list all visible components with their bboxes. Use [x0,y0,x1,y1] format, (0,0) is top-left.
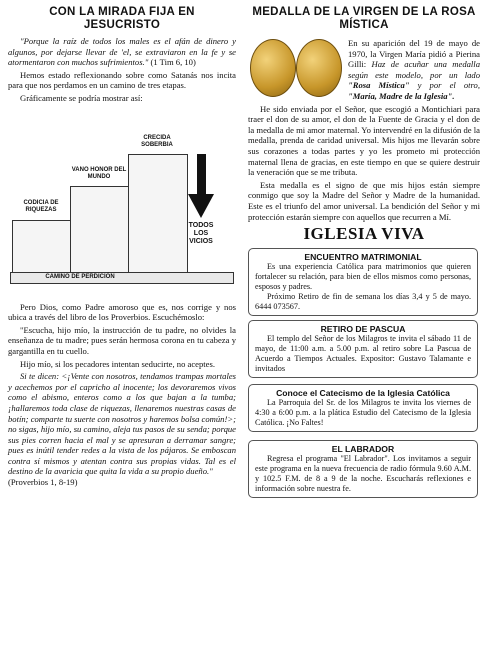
step-2-label: VANO HONOR DEL MUNDO [71,166,127,180]
medal-intro [248,38,480,102]
card-body: El templo del Señor de los Milagros te invita el sábado 11 de mayo, de 11:00 a.m. a 5.00 p.m. al retiro sobre La Pascua de Acuerdo a Tiempos Actuales. Expositor: Gustavo Talamante e invitados [255,334,471,374]
step-1-block [12,220,72,274]
step-2-block [70,186,130,274]
opening-quote: "Porque la raíz de todos los males es el afán de dinero y algunos, por dejarse llevar de 'el, se extraviaron en la fe y se atormentaron con muchos sufrimientos." (1 Tim 6, 10) [8,36,236,68]
paragraph-5: Hijo mío, si los pecadores intentan seducirte, no aceptes. [20,358,215,369]
card-body: Es una experiencia Católica para matrimonios que quieren fortalecer su relación, para bien de ellos mismos como personas, esposos y padres. [255,262,471,292]
paragraph-6: Si te dicen: <¡Vente con nosotros, tendamos trampas mortales y acechemos por el capricho al inocente; los devoraremos vivos como el abismo, enteros como a los que bajan a la tumba; ¡hallaremos toda clase de riquezas, llenaremos nuestras casas de botín; comparte tu suerte con nosotros y haremos bolsa común!>; no sigas, hijo mío, su camino, aleja tus pasos de su senda; porque sus pies corren hacia el mal y se apresuran a derramar sangre; pues es inútil tender redes a la vista de los pájaros. Se emboscan contra sí mismos y atentan contra sus propias vidas. Tal es el destino de la avaricia que quita la vida a su propio dueño." (Proverbios 1, 8-19) [8,371,236,488]
step-3-label: CRECIDA SOBERBIA [141,134,173,148]
left-column [8,6,236,488]
right-column [248,6,481,494]
medal-front-image [250,39,296,97]
card-body: Regresa el programa "El Labrador". Los invitamos a seguir este programa en la nueva frecuencia de radio fórmula 9.60 A.M. y 102.5 F.M. de 8 a 9 de la noche. Escucharás reflexiones e información sobre nuestra fe. [255,454,471,494]
card-title: ENCUENTRO MATRIMONIAL [304,252,422,263]
step-1-label: CODICIA DE RIQUEZAS [23,199,59,213]
right-title: MEDALLA DE LA VIRGEN DE LA ROSA MÍSTICA [252,6,476,31]
card-title: Conoce el Catecismo de la Iglesia Católica [276,388,450,399]
step-3-block [128,154,188,274]
card-title: RETIRO DE PASCUA [320,324,406,335]
card-body-2: Próximo Retiro de fin de semana los días 3,4 y 5 de mayo. 6444 073567. [255,292,471,312]
card-catecismo [248,384,478,432]
medal-paragraph-1: He sido enviada por el Señor, que escogió a Montichiari para traer el don de su amor, el don de la Fuente de Gracia y el don de la medalla de mi amor maternal. Yo intervendré en la difusión de la medalla, prenda de caridad universal. Mis hijos me llevarán sobre sus corazones a todas partes y yo les prometo mi protección maternal llena de gracias, en este tiempo en que se quiere destruir la veneración que se me tributa. [248,103,480,178]
arrow-label: TODOS LOS VICIOS [188,221,214,245]
card-labrador [248,440,478,498]
left-title: CON LA MIRADA FIJA EN JESUCRISTO [49,6,195,31]
path-label: CAMINO DE PERDICIÓN [45,273,115,280]
card-encuentro [248,248,478,316]
card-body: La Parroquia del Sr. de los Milagros te invita los viernes de 4:30 a 6:00 p.m. a la plática Estudio del Catecismo de la Iglesia Católica. ¡No Faltes! [255,398,471,428]
paragraph-1: Hemos estado reflexionando sobre como Satanás nos incita para que nos perdamos en un camino de tres etapas. [8,69,236,91]
medal-back-image [296,39,342,97]
card-title: EL LABRADOR [331,444,395,455]
medal-intro-text: En su aparición del 19 de mayo de 1970, la Virgen María pidió a Pierina Gilli: Haz de acuñar una medalla según este modelo, por un lado "Rosa Mística" y por el otro, "María, Madre de la Iglesia". [348,38,481,101]
iglesia-viva-banner: IGLESIA VIVA [303,224,425,244]
paragraph-4: "Escucha, hijo mío, la instrucción de tu padre, no olvides la enseñanza de tu madre; pues serán hermosa corona en tu cabeza y gargantilla en tu cuello. [8,324,236,356]
down-arrow-icon [186,154,216,220]
paragraph-2: Gráficamente se podría mostrar así: [20,92,143,103]
medal-images [248,38,342,96]
stairs-diagram [8,110,236,290]
card-retiro [248,320,478,378]
paragraph-3: Pero Dios, como Padre amoroso que es, nos corrige y nos ubica a través del libro de los Proverbios. Escuchémoslo: [8,301,236,323]
medal-paragraph-2: Esta medalla es el signo de que mis hijos están siempre conmigo que soy la Madre del Señor y Madre de la humanidad. Este es el triunfo del amor universal. La bendición del Señor y mi protección estarán siempre con aquellos que recurren a Mí. [248,179,480,222]
